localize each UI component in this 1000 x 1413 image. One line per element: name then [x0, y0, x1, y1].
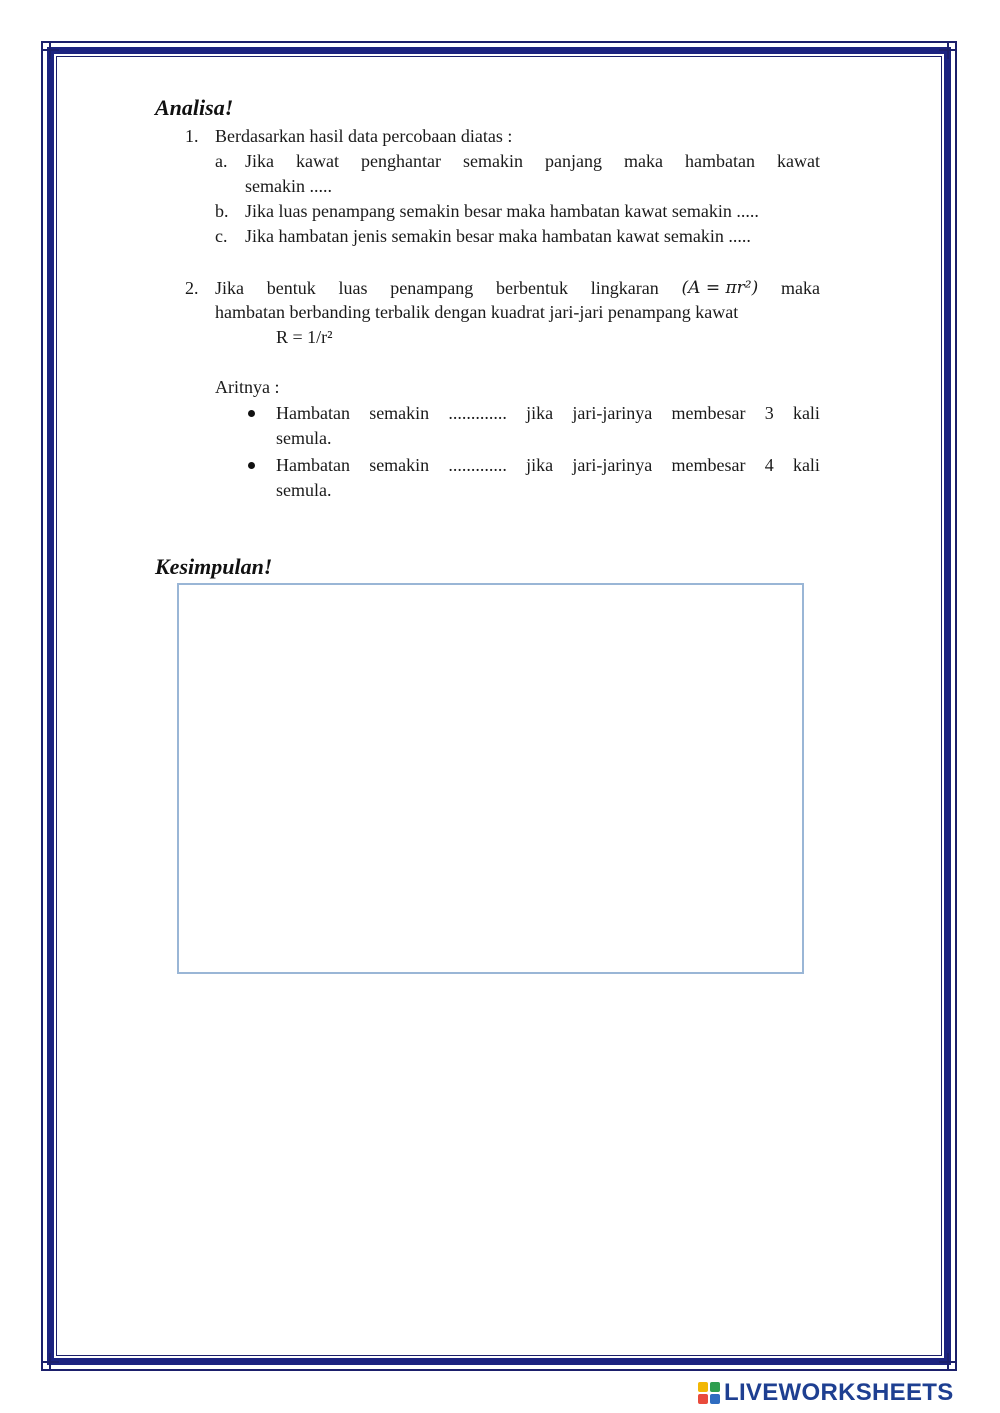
conclusion-answer-box[interactable]: [177, 583, 804, 974]
logo-tile: [710, 1394, 720, 1404]
word: penampang: [390, 278, 474, 298]
blank: .............: [448, 455, 507, 475]
area-formula: (A = πr²): [681, 278, 759, 298]
word: jika: [526, 455, 554, 475]
word: Jika: [215, 278, 244, 298]
question-1-text: Berdasarkan hasil data percobaan diatas :: [215, 126, 513, 146]
liveworksheets-icon: [698, 1382, 720, 1404]
word: berbentuk: [496, 278, 569, 298]
word: kali: [792, 455, 820, 475]
corner-ornament: [939, 41, 957, 59]
word: Jika: [245, 151, 274, 171]
liveworksheets-logo: [698, 1380, 954, 1406]
word: kawat: [777, 151, 820, 171]
item-c-text: Jika hambatan jenis semakin besar maka hambatan kawat semakin .....: [245, 226, 751, 246]
logo-tile: [698, 1394, 708, 1404]
bullet-1-line1: [276, 401, 820, 426]
word: bentuk: [266, 278, 316, 298]
word: lingkaran: [590, 278, 659, 298]
corner-ornament: [41, 1353, 59, 1371]
word: jari-jarinya: [572, 403, 653, 423]
word: membesar: [671, 455, 746, 475]
section-title-kesimpulan: Kesimpulan!: [155, 554, 273, 579]
question-number: 2.: [185, 278, 199, 298]
corner-ornament: [41, 41, 59, 59]
brand-name: LIVEWORKSHEETS: [724, 1379, 954, 1406]
item-label: c.: [215, 226, 228, 246]
bullet-2-line2: semula.: [276, 480, 332, 500]
word: Hambatan: [276, 403, 350, 423]
word: maka: [781, 278, 820, 298]
resistance-equation: R = 1/r²: [276, 327, 333, 347]
item-a-line2: semakin .....: [245, 176, 332, 196]
word: semakin: [369, 403, 430, 423]
bullet-icon: [248, 462, 255, 469]
logo-tile: [710, 1382, 720, 1392]
word: kawat: [296, 151, 339, 171]
bullet-icon: [248, 410, 255, 417]
word: luas: [338, 278, 368, 298]
blank: .............: [448, 403, 507, 423]
word: semakin: [463, 151, 523, 171]
word: hambatan: [685, 151, 755, 171]
word: maka: [624, 151, 663, 171]
word: 3: [764, 403, 774, 423]
item-b-text: Jika luas penampang semakin besar maka hambatan kawat semakin .....: [245, 201, 759, 221]
word: membesar: [671, 403, 746, 423]
word: semakin: [369, 455, 430, 475]
word: jari-jarinya: [572, 455, 653, 475]
corner-ornament: [939, 1353, 957, 1371]
word: panjang: [545, 151, 602, 171]
artinya-label: Aritnya :: [215, 377, 280, 397]
bullet-2-line1: [276, 453, 820, 478]
section-title-analisa: Analisa!: [155, 95, 234, 120]
question-number: 1.: [185, 126, 199, 146]
word: kali: [792, 403, 820, 423]
logo-tile: [698, 1382, 708, 1392]
word: 4: [764, 455, 774, 475]
word: jika: [526, 403, 554, 423]
word: Hambatan: [276, 455, 350, 475]
bullet-1-line2: semula.: [276, 428, 332, 448]
word: penghantar: [361, 151, 441, 171]
item-a-line1: [245, 149, 820, 174]
item-label: a.: [215, 151, 228, 171]
question-2-line1: [215, 276, 820, 301]
question-2-line2: hambatan berbanding terbalik dengan kuadrat jari-jari penampang kawat: [215, 302, 739, 322]
item-label: b.: [215, 201, 229, 221]
